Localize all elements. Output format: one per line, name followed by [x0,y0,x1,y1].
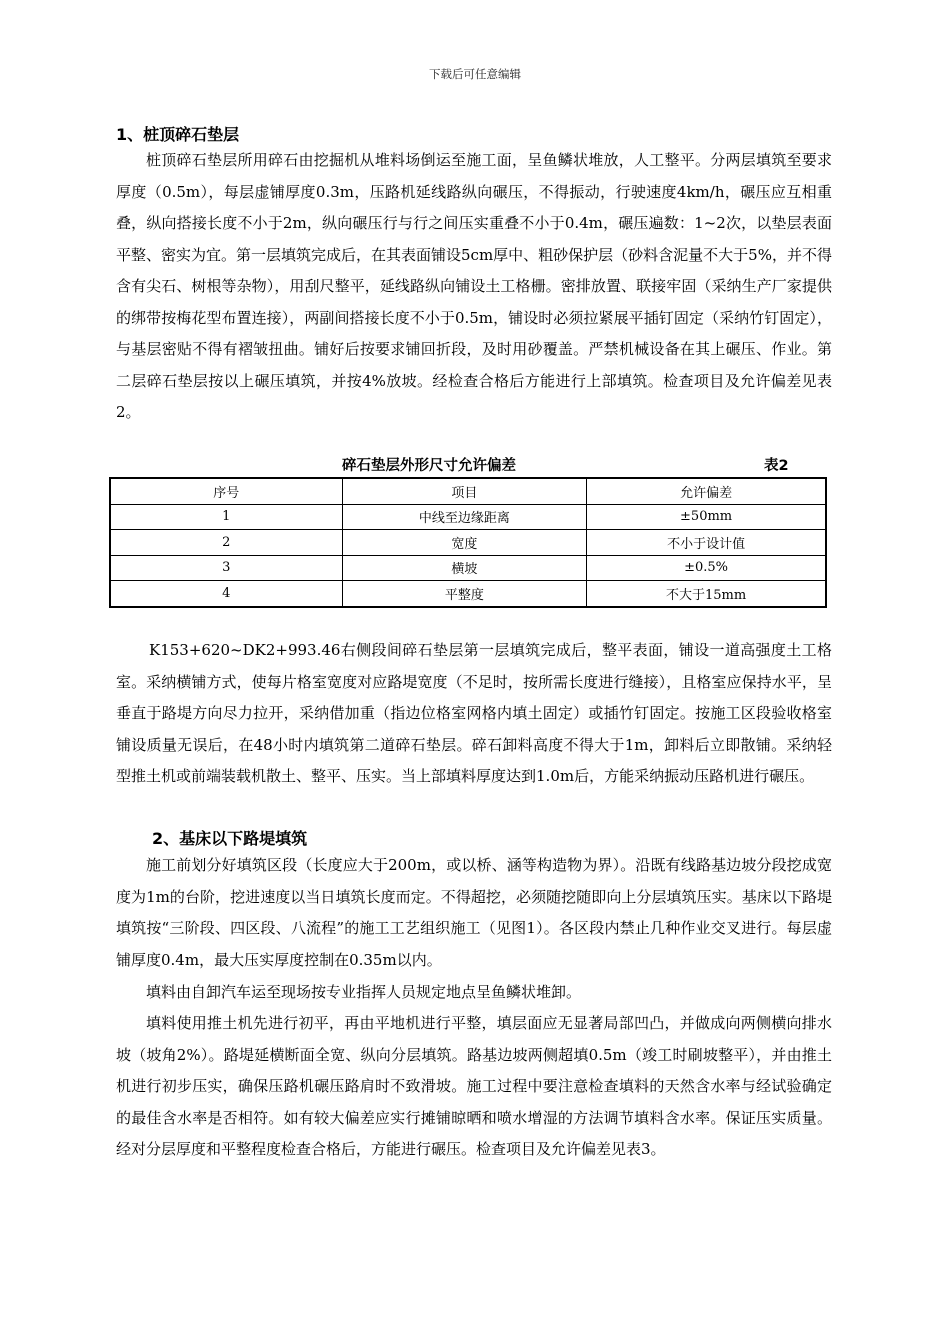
table-2-caption [110,454,828,474]
table-row [110,581,826,607]
section-2-paragraph-1: 施工前划分好填筑区段（长度应大于200m，或以桥、涵等构造物为界）。沿既有线路基边坡分段挖成宽度为1m的台阶，挖进速度以当日填筑长度而定。不得超挖，必须随挖随即向上分层填筑压实。基床以下路堤填筑按“三阶段、四区段、八流程”的施工工艺组织施工（见图1）。各区段内禁止几种作业交叉进行。每层虚铺厚度0.4m，最大压实厚度控制在0.35m以内。 [116,856,832,969]
table-cell: 不小于设计值 [587,530,826,556]
section-1-paragraph: 桩顶碎石垫层所用碎石由挖掘机从堆料场倒运至施工面，呈鱼鳞状堆放，人工整平。分两层填筑至要求厚度（0.5m），每层虚铺厚度0.3m，压路机延线路纵向碾压，不得振动，行驶速度4km/h，碾压应互相重叠，纵向搭接长度不小于2m，纵向碾压行与行之间压实重叠不小于0.4m，碾压遍数：1~2次，以垫层表面平整、密实为宜。第一层填筑完成后，在其表面铺设5cm厚中、粗砂保护层（砂料含泥量不大于5%，并不得含有尖石、树根等杂物），用刮尺整平，延线路纵向铺设土工格栅。密排放置、联接牢固（采纳生产厂家提供的绑带按梅花型布置连接），两副间搭接长度不小于0.5m，铺设时必须拉紧展平插钉固定（采纳竹钉固定），与基层密贴不得有褶皱扭曲。铺好后按要求铺回折段，及时用砂覆盖。严禁机械设备在其上碾压、作业。第二层碎石垫层按以上碾压填筑，并按4%放坡。经检查合格后方能进行上部填筑。检查项目及允许偏差见表2。 [116,151,832,421]
header-cell-index: 序号 [110,478,342,504]
table-2-number: 表2 [764,458,789,474]
table-cell: 平整度 [342,581,587,607]
section-2-heading: 2、基床以下路堤填筑 [152,829,308,848]
table-row [110,555,826,581]
table-2-title: 碎石垫层外形尺寸允许偏差 [342,458,516,474]
table-cell: ±50mm [587,504,826,530]
table-cell: 4 [110,581,342,607]
table-cell: 宽度 [342,530,587,556]
header-cell-tolerance: 允许偏差 [587,478,826,504]
table-cell: ±0.5% [587,555,826,581]
table-header-row [110,478,826,504]
table-cell: 横坡 [342,555,587,581]
section-1-after-table-paragraph: K153+620~DK2+993.46右侧段间碎石垫层第一层填筑完成后，整平表面，铺设一道高强度土工格室。采纳横铺方式，使每片格室宽度对应路堤宽度（不足时，按所需长度进行缝接），且格室应保持水平，呈垂直于路堤方向尽力拉开，采纳借加重（指边位格室网格内填土固定）或插竹钉固定。按施工区段验收格室铺设质量无误后，在48小时内填筑第二道碎石垫层。碎石卸料高度不得大于1m，卸料后立即散铺。采纳轻型推土机或前端装载机散土、整平、压实。当上部填料厚度达到1.0m后，方能采纳振动压路机进行碾压。 [116,641,832,785]
table-cell: 不大于15mm [587,581,826,607]
section-2-paragraph-3: 填料使用推土机先进行初平，再由平地机进行平整，填层面应无显著局部凹凸，并做成向两侧横向排水坡（坡角2%）。路堤延横断面全宽、纵向分层填筑。路基边坡两侧超填0.5m（竣工时刷坡整平），并由推土机进行初步压实，确保压路机碾压路肩时不致滑坡。施工过程中要注意检查填料的天然含水率与经试验确定的最佳含水率是否相符。如有较大偏差应实行摊铺晾晒和喷水增湿的方法调节填料含水率。保证压实质量。经对分层厚度和平整程度检查合格后，方能进行碾压。检查项目及允许偏差见表3。 [116,1014,832,1158]
tolerance-table [109,477,827,608]
table-cell: 中线至边缘距离 [342,504,587,530]
table-cell: 1 [110,504,342,530]
table-cell: 2 [110,530,342,556]
section-1-heading: 1、桩顶碎石垫层 [116,125,240,144]
table-row [110,530,826,556]
table-cell: 3 [110,555,342,581]
section-2-paragraph-2: 填料由自卸汽车运至现场按专业指挥人员规定地点呈鱼鳞状堆卸。 [146,983,582,1001]
header-cell-item: 项目 [342,478,587,504]
table-row [110,504,826,530]
page-header: 下载后可任意编辑 [429,67,521,81]
